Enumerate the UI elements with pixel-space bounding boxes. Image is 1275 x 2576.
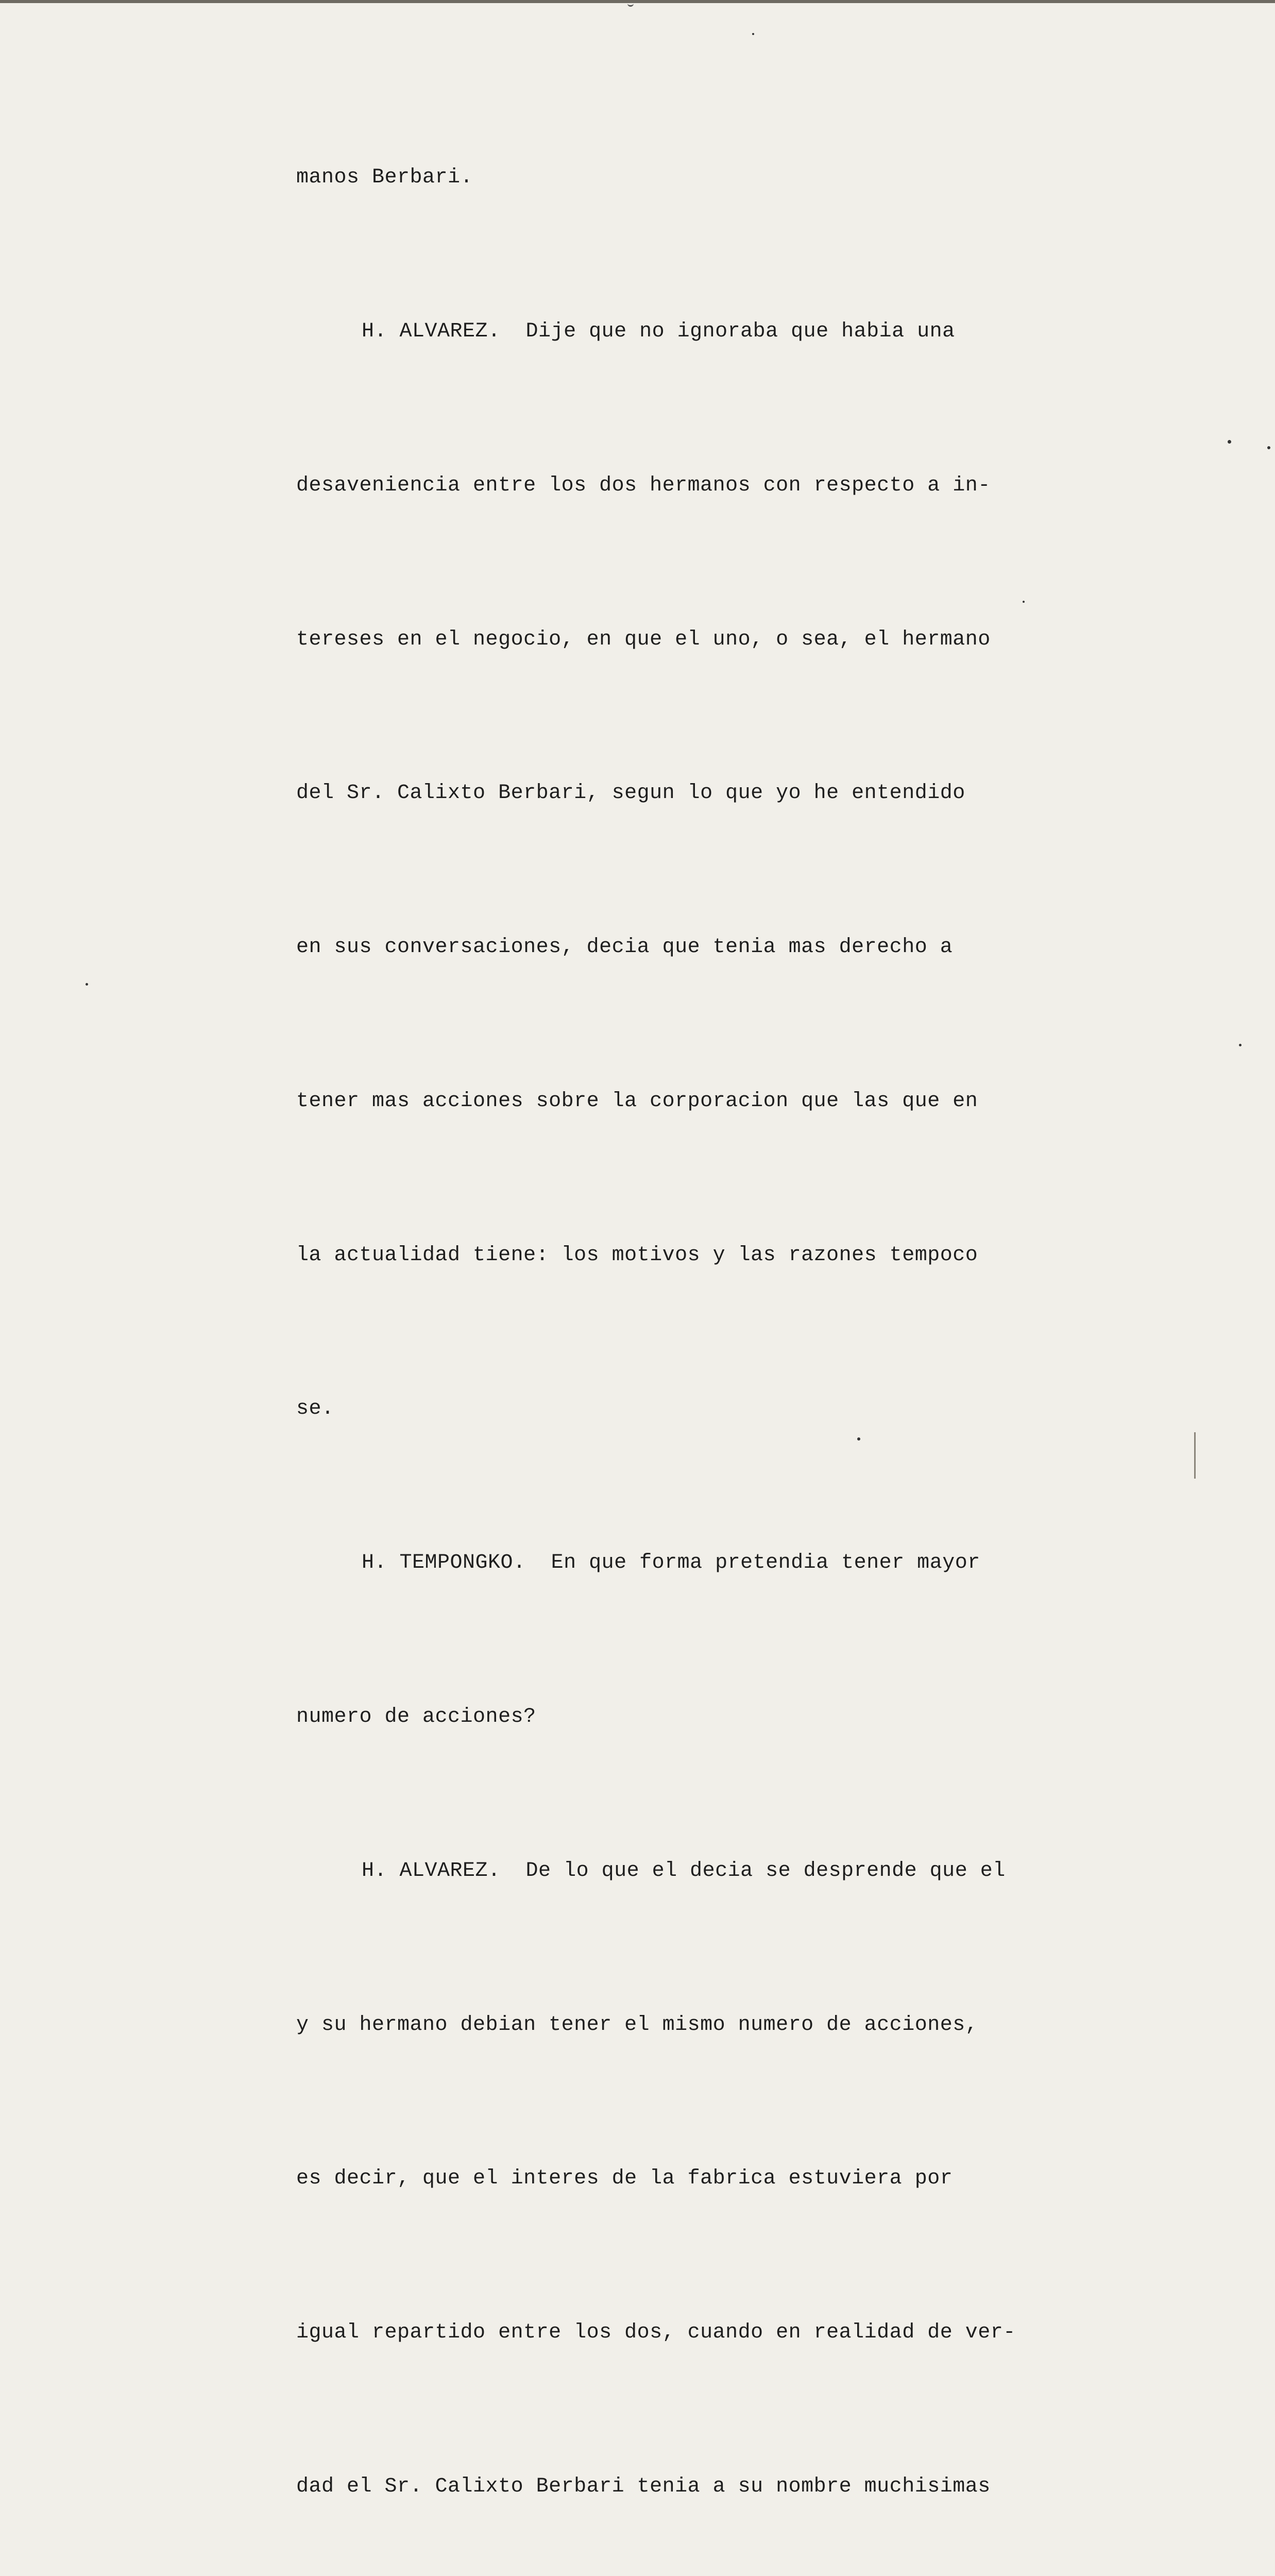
text-line: y su hermano debian tener el mismo numero de acciones,	[296, 2013, 978, 2037]
text-line: en sus conversaciones, decia que tenia mas derecho a	[296, 936, 953, 959]
ink-speck	[1023, 601, 1025, 603]
speaker-label: H. ALVAREZ.	[362, 1859, 501, 1883]
ink-speck	[1228, 440, 1231, 444]
turn-text: De lo que el decia se desprende que el	[500, 1859, 1006, 1883]
paper-crease	[1194, 1432, 1196, 1479]
turn-text: Dije que no ignoraba que habia una	[500, 319, 955, 343]
speaker-turn	[296, 1537, 1069, 1589]
turn-text: En que forma pretendia tener mayor	[525, 1551, 980, 1575]
typewritten-transcript	[296, 49, 1069, 2576]
speaker-turn	[296, 1845, 1069, 1897]
text-line: la actualidad tiene: los motivos y las razones tempoco	[296, 1243, 978, 1267]
text-line: numero de acciones?	[296, 1705, 536, 1728]
text-line: tener mas acciones sobre la corporacion que las que en	[296, 1089, 978, 1113]
text-line: del Sr. Calixto Berbari, segun lo que yo he entendido	[296, 782, 965, 805]
speaker-turn	[296, 306, 1069, 358]
text-line: es decir, que el interes de la fabrica estuviera por	[296, 2167, 953, 2191]
ink-speck	[752, 33, 754, 35]
text-line: tereses en el negocio, en que el uno, o sea, el hermano	[296, 628, 991, 651]
text-line: igual repartido entre los dos, cuando en realidad de ver-	[296, 2321, 1016, 2345]
text-line: desaveniencia entre los dos hermanos con respecto a in-	[296, 473, 991, 497]
ink-speck	[1267, 446, 1270, 449]
text-line: se.	[296, 1397, 334, 1421]
ink-speck	[857, 1437, 860, 1440]
speaker-label: H. ALVAREZ.	[362, 319, 501, 343]
page-top-edge	[0, 0, 1275, 3]
text-line: manos Berbari.	[296, 166, 473, 190]
ink-speck	[1239, 1044, 1242, 1046]
speaker-label: H. TEMPONGKO.	[362, 1551, 526, 1575]
ink-speck	[86, 983, 88, 986]
text-line: dad el Sr. Calixto Berbari tenia a su nombre muchisimas	[296, 2475, 991, 2498]
page-top-mark	[627, 0, 634, 7]
